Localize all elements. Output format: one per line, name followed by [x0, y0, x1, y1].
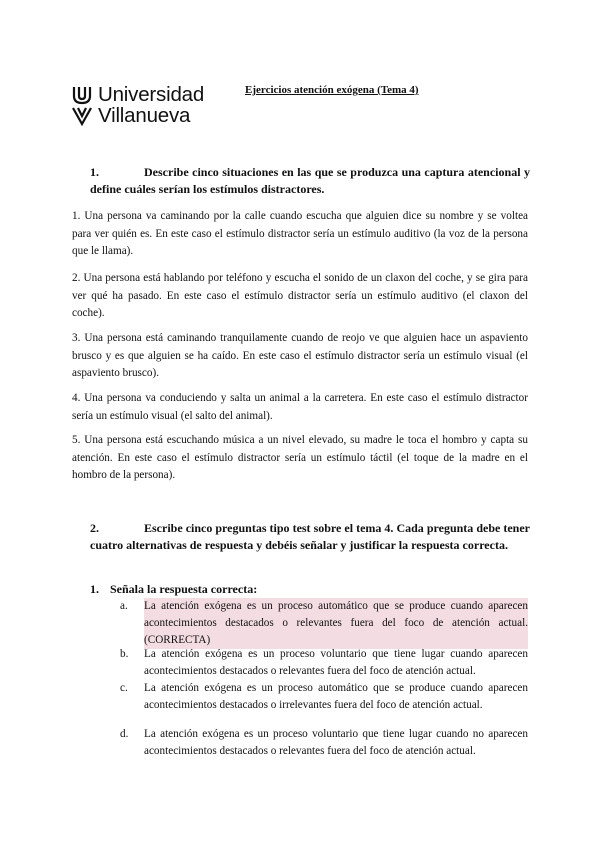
section1-paragraph-5: 5. Una persona está escuchando música a un nivel elevado, su madre le toca el hombro y capta su atención. En este caso el estímulo distractor sería un estímulo táctil (el toque de la madre en el hombro de la persona).	[72, 434, 528, 481]
option-letter: b.	[120, 648, 129, 660]
option-text-correct: La atención exógena es un proceso automático que se produce cuando aparecen acontecimientos destacados o relevantes fuera del foco de atención actual. (CORRECTA)	[144, 598, 528, 649]
option-letter: c.	[120, 682, 128, 694]
section1-paragraph-3: 3. Una persona está caminando tranquilamente cuando de reojo ve que alguien hace un aspaviento brusco y es que alguien se ha caído. En este caso el estímulo distractor sería un estímulo visual (el aspaviento brusco).	[72, 332, 528, 379]
answer-option-c	[120, 680, 528, 714]
question1-number: 1.	[90, 582, 99, 596]
option-letter: d.	[120, 728, 129, 740]
section1-paragraph-1: 1. Una persona va caminando por la calle cuando escucha que alguien dice su nombre y se voltea para ver quién es. En este caso el estímulo distractor sería un estímulo auditivo (la voz de la persona que le llama).	[72, 210, 528, 257]
option-text: La atención exógena es un proceso voluntario que tiene lugar cuando no aparecen acontecimientos destacados o relevantes fuera del foco de atención actual.	[144, 728, 528, 757]
v-mark-icon	[72, 106, 92, 126]
section1-paragraph-4: 4. Una persona va conduciendo y salta un animal a la carretera. En este caso el estímulo distractor sería un estímulo visual (el salto del animal).	[72, 392, 528, 422]
section1-paragraph-2: 2. Una persona está hablando por teléfono y escucha el sonido de un claxon del coche, y se gira para ver qué ha pasado. En este caso el estímulo distractor sería un estímulo auditivo (el claxon del coche).	[72, 272, 528, 319]
answer-option-d	[120, 726, 528, 760]
section1-heading	[90, 164, 530, 198]
question1-prompt	[90, 582, 257, 597]
option-text: La atención exógena es un proceso voluntario que tiene lugar cuando aparecen acontecimientos destacados o relevantes fuera del foco de atención actual.	[144, 648, 528, 677]
option-text: La atención exógena es un proceso automático que se produce cuando aparecen acontecimientos destacados o irrelevantes fuera del foco de atención actual.	[144, 682, 528, 711]
section2-heading	[90, 520, 530, 554]
logo-row-bottom	[72, 105, 190, 127]
answer-option-b	[120, 646, 528, 680]
logo-text-universidad: Universidad	[98, 83, 205, 106]
section2-number: 2.	[90, 521, 99, 535]
document-title: Ejercicios atención exógena (Tema 4)	[245, 84, 419, 96]
logo-text-villanueva: Villanueva	[98, 104, 191, 127]
university-logo	[72, 84, 222, 128]
option-letter: a.	[120, 600, 128, 612]
section1-number: 1.	[90, 165, 99, 179]
section2-heading-text: Escribe cinco preguntas tipo test sobre el tema 4. Cada pregunta debe tener cuatro alternativas de respuesta y debéis señalar y justificar la respuesta correcta.	[90, 521, 530, 552]
logo-row-top	[72, 84, 204, 106]
section1-heading-text: Describe cinco situaciones en las que se produzca una captura atencional y define cuáles serían los estímulos distractores.	[90, 165, 530, 196]
u-mark-icon	[72, 85, 92, 105]
answer-option-a	[120, 598, 528, 649]
question1-prompt-text: Señala la respuesta correcta:	[110, 582, 258, 596]
